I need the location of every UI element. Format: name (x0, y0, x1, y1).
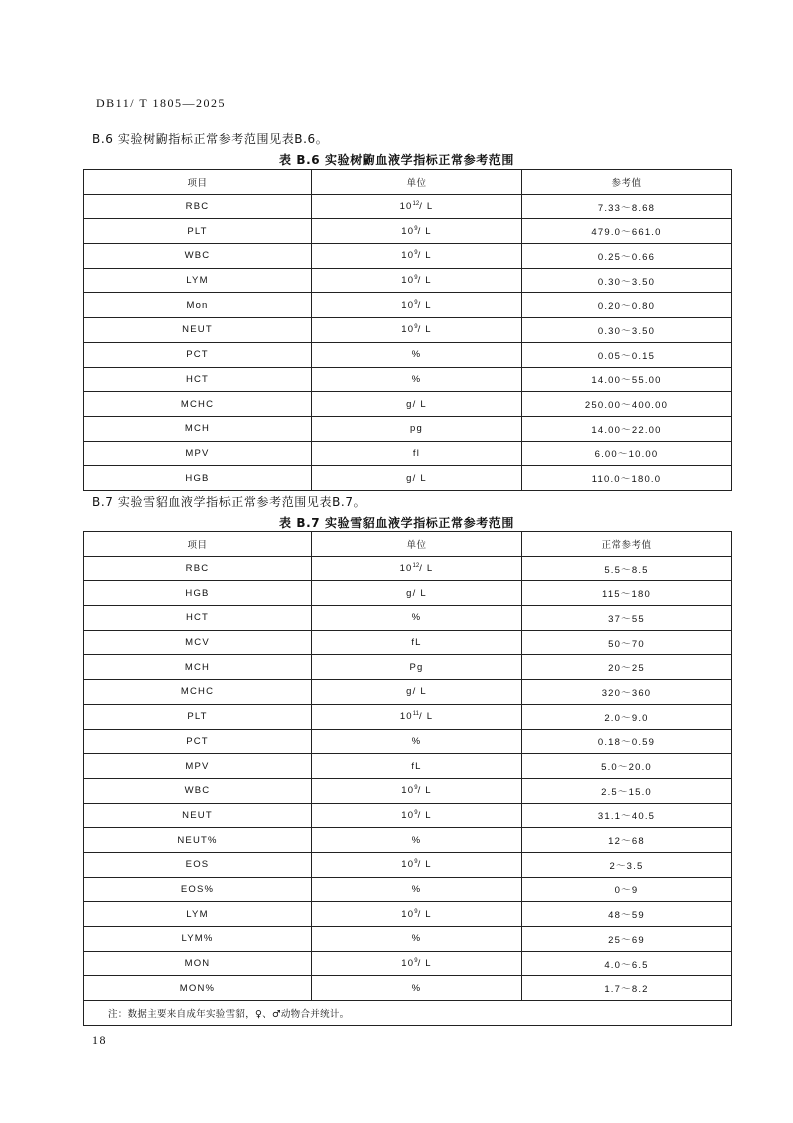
cell-value: 0～9 (522, 877, 732, 902)
cell-unit (312, 556, 522, 581)
cell-item: WBC (84, 778, 312, 803)
unit-exponent: 9 (414, 299, 418, 306)
table-row (84, 902, 732, 927)
unit-base: 10 (401, 908, 415, 920)
cell-item: NEUT% (84, 828, 312, 853)
unit-exponent: 9 (414, 809, 418, 816)
cell-value: 0.18～0.59 (522, 729, 732, 754)
table-note: 注：数据主要来自成年实验雪貂，♀、♂动物合并统计。 (84, 1001, 732, 1026)
unit-suffix: / L (419, 711, 434, 723)
cell-value: 25～69 (522, 927, 732, 952)
cell-item: HCT (84, 606, 312, 631)
table-row (84, 754, 732, 779)
cell-unit (312, 828, 522, 853)
cell-value: 7.33～8.68 (522, 194, 732, 219)
cell-unit (312, 754, 522, 779)
cell-item: PCT (84, 342, 312, 367)
unit-base: 10 (399, 201, 413, 213)
table-row (84, 803, 732, 828)
unit-base: g/ L (406, 587, 427, 599)
cell-unit (312, 219, 522, 244)
cell-item: MCV (84, 630, 312, 655)
cell-item: LYM (84, 268, 312, 293)
table-row (84, 704, 732, 729)
cell-unit (312, 680, 522, 705)
cell-value: 250.00～400.00 (522, 392, 732, 417)
header-item: 项目 (84, 170, 312, 195)
cell-item: HCT (84, 367, 312, 392)
header-value: 参考值 (522, 170, 732, 195)
cell-value: 37～55 (522, 606, 732, 631)
cell-item: MCHC (84, 392, 312, 417)
cell-unit (312, 342, 522, 367)
unit-base: 10 (401, 275, 415, 287)
table-note-row (84, 1001, 732, 1026)
cell-unit (312, 778, 522, 803)
unit-base: % (411, 834, 422, 846)
cell-unit (312, 852, 522, 877)
cell-item: MON (84, 951, 312, 976)
unit-exponent: 12 (412, 563, 420, 570)
unit-exponent: 12 (412, 201, 420, 208)
cell-item: HGB (84, 466, 312, 491)
cell-item: NEUT (84, 318, 312, 343)
section-b7-text: B.7 实验雪貂血液学指标正常参考范围见表B.7。 (92, 495, 367, 509)
cell-unit (312, 367, 522, 392)
table-row (84, 318, 732, 343)
cell-value: 110.0～180.0 (522, 466, 732, 491)
unit-suffix: / L (417, 859, 432, 871)
cell-item: MCHC (84, 680, 312, 705)
cell-value: 5.5～8.5 (522, 556, 732, 581)
unit-base: 10 (399, 563, 413, 575)
cell-unit (312, 877, 522, 902)
table-row (84, 581, 732, 606)
table-row (84, 441, 732, 466)
cell-value: 1.7～8.2 (522, 976, 732, 1001)
cell-item: MON% (84, 976, 312, 1001)
table-header-row (84, 170, 732, 195)
cell-item: LYM% (84, 927, 312, 952)
unit-base: g/ L (406, 686, 427, 698)
unit-exponent: 11 (412, 711, 420, 718)
unit-base: fL (411, 760, 422, 772)
cell-unit (312, 194, 522, 219)
table-header-row (84, 532, 732, 557)
table-row (84, 852, 732, 877)
cell-value: 48～59 (522, 902, 732, 927)
unit-suffix: / L (417, 299, 432, 311)
cell-unit (312, 606, 522, 631)
cell-value: 20～25 (522, 655, 732, 680)
table-row (84, 729, 732, 754)
unit-base: % (411, 883, 422, 895)
table-row (84, 927, 732, 952)
cell-value: 14.00～55.00 (522, 367, 732, 392)
unit-suffix: / L (417, 958, 432, 970)
cell-unit (312, 729, 522, 754)
cell-value: 320～360 (522, 680, 732, 705)
header-unit: 单位 (312, 532, 522, 557)
cell-value: 4.0～6.5 (522, 951, 732, 976)
cell-unit (312, 704, 522, 729)
standard-code: DB11/ T 1805—2025 (96, 96, 226, 110)
cell-unit (312, 927, 522, 952)
unit-base: pg (410, 423, 423, 435)
unit-base: % (411, 982, 422, 994)
cell-item: EOS% (84, 877, 312, 902)
unit-base: Pg (409, 661, 424, 673)
table-row (84, 466, 732, 491)
cell-item: LYM (84, 902, 312, 927)
cell-unit (312, 630, 522, 655)
cell-value: 12～68 (522, 828, 732, 853)
unit-base: % (411, 735, 422, 747)
unit-exponent: 9 (414, 908, 418, 915)
cell-unit (312, 441, 522, 466)
cell-item: WBC (84, 244, 312, 269)
cell-item: RBC (84, 194, 312, 219)
cell-item: RBC (84, 556, 312, 581)
cell-unit (312, 244, 522, 269)
unit-exponent: 9 (414, 324, 418, 331)
table-row (84, 367, 732, 392)
unit-base: 10 (401, 809, 415, 821)
header-item: 项目 (84, 532, 312, 557)
cell-value: 0.25～0.66 (522, 244, 732, 269)
cell-unit (312, 951, 522, 976)
table-row (84, 630, 732, 655)
unit-suffix: / L (417, 809, 432, 821)
table-row (84, 976, 732, 1001)
cell-item: MCH (84, 655, 312, 680)
cell-value: 14.00～22.00 (522, 416, 732, 441)
table-row (84, 556, 732, 581)
unit-suffix: / L (417, 250, 432, 262)
unit-exponent: 9 (414, 225, 418, 232)
unit-base: 10 (401, 859, 415, 871)
unit-exponent: 9 (414, 785, 418, 792)
unit-suffix: / L (417, 908, 432, 920)
cell-item: MPV (84, 754, 312, 779)
unit-base: % (411, 373, 422, 385)
header-value: 正常参考值 (522, 532, 732, 557)
table-row (84, 219, 732, 244)
unit-base: % (411, 933, 422, 945)
unit-base: 10 (399, 711, 413, 723)
table-b7-caption: 表 B.7 实验雪貂血液学指标正常参考范围 (278, 516, 514, 530)
cell-value: 2.0～9.0 (522, 704, 732, 729)
cell-unit (312, 655, 522, 680)
unit-base: 10 (401, 250, 415, 262)
cell-item: HGB (84, 581, 312, 606)
unit-base: fl (412, 447, 421, 459)
table-row (84, 392, 732, 417)
table-b6-caption: 表 B.6 实验树鼩血液学指标正常参考范围 (278, 153, 514, 167)
unit-suffix: / L (417, 324, 432, 336)
table-row (84, 877, 732, 902)
unit-exponent: 9 (414, 958, 418, 965)
cell-item: MPV (84, 441, 312, 466)
cell-value: 0.20～0.80 (522, 293, 732, 318)
table-row (84, 951, 732, 976)
table-row (84, 244, 732, 269)
table-row (84, 416, 732, 441)
unit-base: % (411, 349, 422, 361)
cell-value: 6.00～10.00 (522, 441, 732, 466)
unit-base: g/ L (406, 398, 427, 410)
unit-base: 10 (401, 225, 415, 237)
cell-unit (312, 293, 522, 318)
cell-unit (312, 318, 522, 343)
cell-value: 5.0～20.0 (522, 754, 732, 779)
table-row (84, 194, 732, 219)
cell-item: PCT (84, 729, 312, 754)
cell-value: 115～180 (522, 581, 732, 606)
cell-item: MCH (84, 416, 312, 441)
unit-suffix: / L (419, 201, 434, 213)
cell-value: 31.1～40.5 (522, 803, 732, 828)
table-row (84, 606, 732, 631)
section-b6-text: B.6 实验树鼩指标正常参考范围见表B.6。 (92, 132, 329, 146)
table-row (84, 268, 732, 293)
table-row (84, 828, 732, 853)
table-row (84, 655, 732, 680)
table-row (84, 680, 732, 705)
cell-item: NEUT (84, 803, 312, 828)
unit-base: 10 (401, 324, 415, 336)
unit-base: 10 (401, 299, 415, 311)
cell-unit (312, 803, 522, 828)
cell-value: 2～3.5 (522, 852, 732, 877)
cell-value: 0.05～0.15 (522, 342, 732, 367)
cell-value: 0.30～3.50 (522, 318, 732, 343)
cell-item: PLT (84, 219, 312, 244)
cell-value: 2.5～15.0 (522, 778, 732, 803)
unit-exponent: 9 (414, 275, 418, 282)
cell-item: PLT (84, 704, 312, 729)
cell-unit (312, 976, 522, 1001)
header-unit: 单位 (312, 170, 522, 195)
unit-suffix: / L (417, 785, 432, 797)
unit-exponent: 9 (414, 859, 418, 866)
cell-unit (312, 902, 522, 927)
unit-base: 10 (401, 958, 415, 970)
table-row (84, 293, 732, 318)
table-row (84, 778, 732, 803)
table-b6 (83, 169, 732, 491)
cell-unit (312, 268, 522, 293)
cell-unit (312, 416, 522, 441)
cell-unit (312, 392, 522, 417)
unit-exponent: 9 (414, 250, 418, 257)
cell-unit (312, 466, 522, 491)
unit-suffix: / L (417, 275, 432, 287)
table-b7 (83, 531, 732, 1026)
unit-base: % (411, 612, 422, 624)
unit-base: g/ L (406, 472, 427, 484)
cell-value: 0.30～3.50 (522, 268, 732, 293)
page-number: 18 (92, 1033, 107, 1047)
cell-item: EOS (84, 852, 312, 877)
cell-value: 479.0～661.0 (522, 219, 732, 244)
unit-suffix: / L (417, 225, 432, 237)
unit-base: fL (411, 637, 422, 649)
cell-value: 50～70 (522, 630, 732, 655)
cell-item: Mon (84, 293, 312, 318)
cell-unit (312, 581, 522, 606)
unit-suffix: / L (419, 563, 434, 575)
table-row (84, 342, 732, 367)
unit-base: 10 (401, 785, 415, 797)
